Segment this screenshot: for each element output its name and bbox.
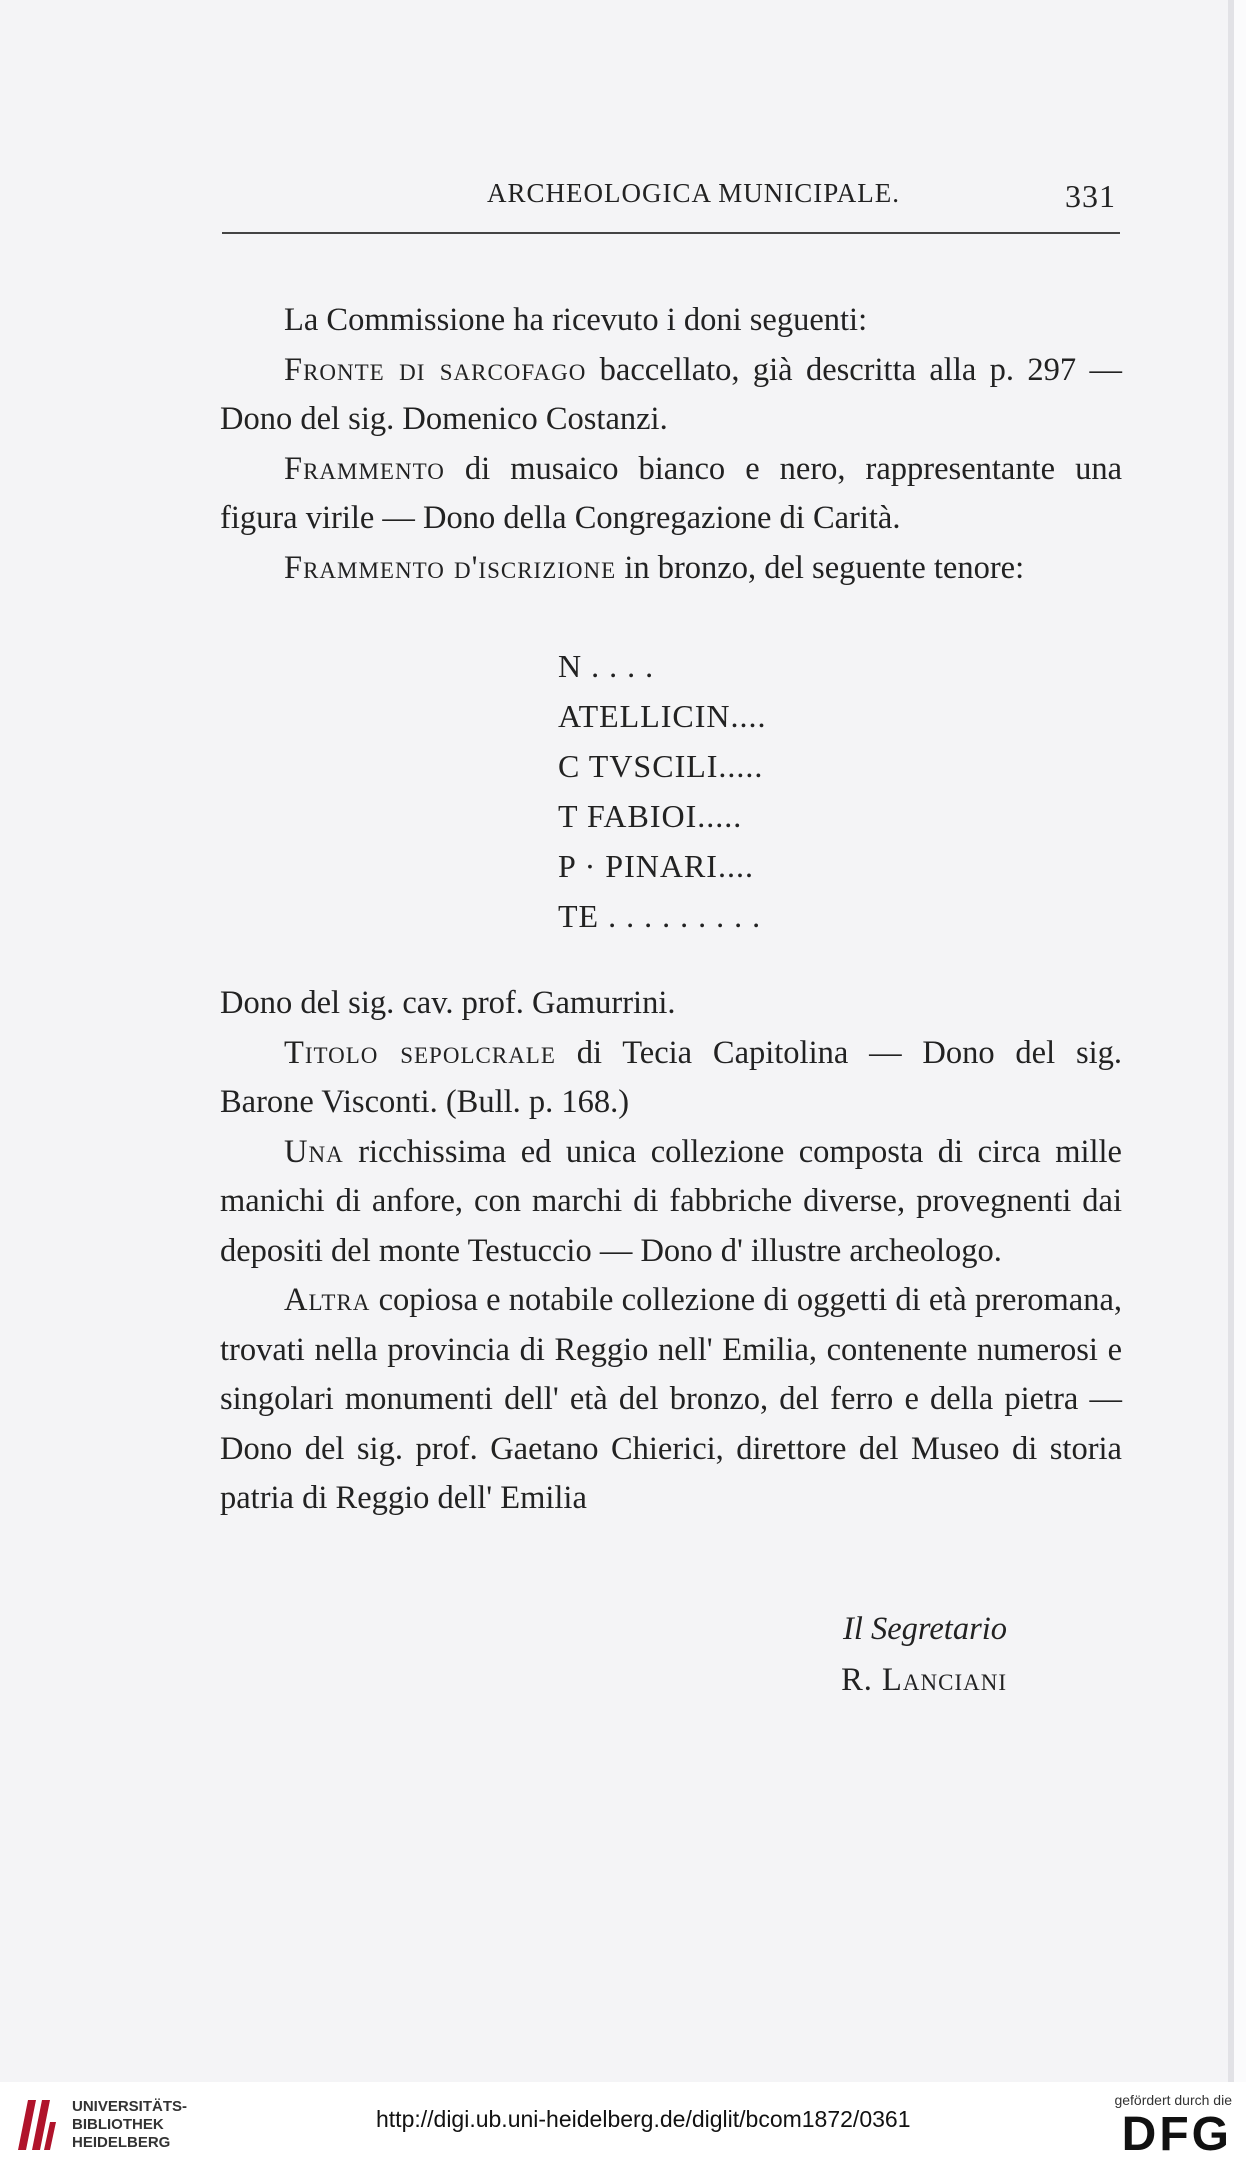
page-number: 331 [1065, 178, 1116, 214]
entry-paragraph [220, 544, 1122, 594]
entry-paragraph [220, 1128, 1122, 1277]
entry-paragraph [220, 346, 1122, 445]
entry-text: ricchissima ed unica collezione composta di circa mille manichi di anfore, con marchi di fabbriche diverse, provegnenti dai depositi del monte Testuccio — Dono d' illustre archeologo. [220, 1133, 1122, 1269]
inscription-line: P · PINARI.... [558, 848, 754, 884]
inscription-line: C TVSCILI..... [558, 748, 764, 784]
entry-lead: Titolo sepolcrale [284, 1034, 556, 1071]
library-name-line: BIBLIOTHEK [72, 2116, 164, 2133]
inscription-line: N . . . . [558, 648, 655, 684]
intro-paragraph: La Commissione ha ricevuto i doni seguenti: [284, 302, 868, 338]
running-header [222, 178, 1122, 218]
library-name-line: UNIVERSITÄTS- [72, 2098, 188, 2115]
viewer-footer [0, 2082, 1246, 2175]
library-logo[interactable] [14, 2096, 187, 2154]
signature-block [220, 1604, 1122, 1706]
entry-paragraph [220, 1276, 1122, 1524]
page-body [220, 296, 1122, 1706]
dfg-note: gefördert durch die [1114, 2092, 1232, 2108]
entry-text: di musaico bianco e nero, rappresentante una figura virile — Dono della Congregazione di Carità. [220, 450, 1122, 536]
entry-paragraph [220, 1029, 1122, 1128]
running-title: ARCHEOLOGICA MUNICIPALE. [487, 178, 901, 208]
inscription-line: ATELLICIN.... [558, 698, 767, 734]
signature-title: Il Segretario [843, 1610, 1007, 1647]
entry-lead: Fronte di sarcofago [284, 351, 587, 388]
library-name-line: HEIDELBERG [72, 2134, 171, 2151]
library-name [72, 2098, 187, 2152]
entry-text: copiosa e notabile collezione di oggetti di età preromana, trovati nella provincia di Reggio nell' Emilia, contenente numerosi e singolari monumenti dell' età del bronzo, del ferro e della pietra — Dono del sig. prof. Gaetano Chierici, direttore del Museo di storia patria di Reggio dell' Emilia [220, 1282, 1122, 1516]
entry-lead: Una [284, 1133, 344, 1170]
entry-lead: Frammento [284, 450, 445, 487]
permalink-url[interactable]: http://digi.ub.uni-heidelberg.de/diglit/bcom1872/0361 [376, 2106, 911, 2132]
entry-text: baccellato, già descritta alla p. 297 — Dono del sig. Domenico Costanzi. [220, 351, 1122, 437]
entry-lead: Altra [284, 1282, 371, 1318]
library-emblem-icon [14, 2096, 58, 2154]
signature-name: R. Lanciani [841, 1661, 1007, 1698]
entry-text: in bronzo, del seguente tenore: [616, 549, 1025, 586]
entry-lead: Frammento d'iscrizione [284, 549, 617, 586]
donor-line: Dono del sig. cav. prof. Gamurrini. [220, 985, 676, 1021]
inscription-line: T FABIOI..... [558, 798, 743, 834]
inscription-block [558, 641, 1122, 941]
inscription-line: TE . . . . . . . . . [558, 898, 762, 934]
dfg-logo[interactable] [1114, 2092, 1232, 2162]
dfg-wordmark: DFG [1121, 2108, 1232, 2161]
entry-text: di Tecia Capitolina — Dono del sig. Barone Visconti. (Bull. p. 168.) [220, 1034, 1122, 1120]
header-rule [222, 232, 1120, 234]
entry-paragraph [220, 445, 1122, 544]
